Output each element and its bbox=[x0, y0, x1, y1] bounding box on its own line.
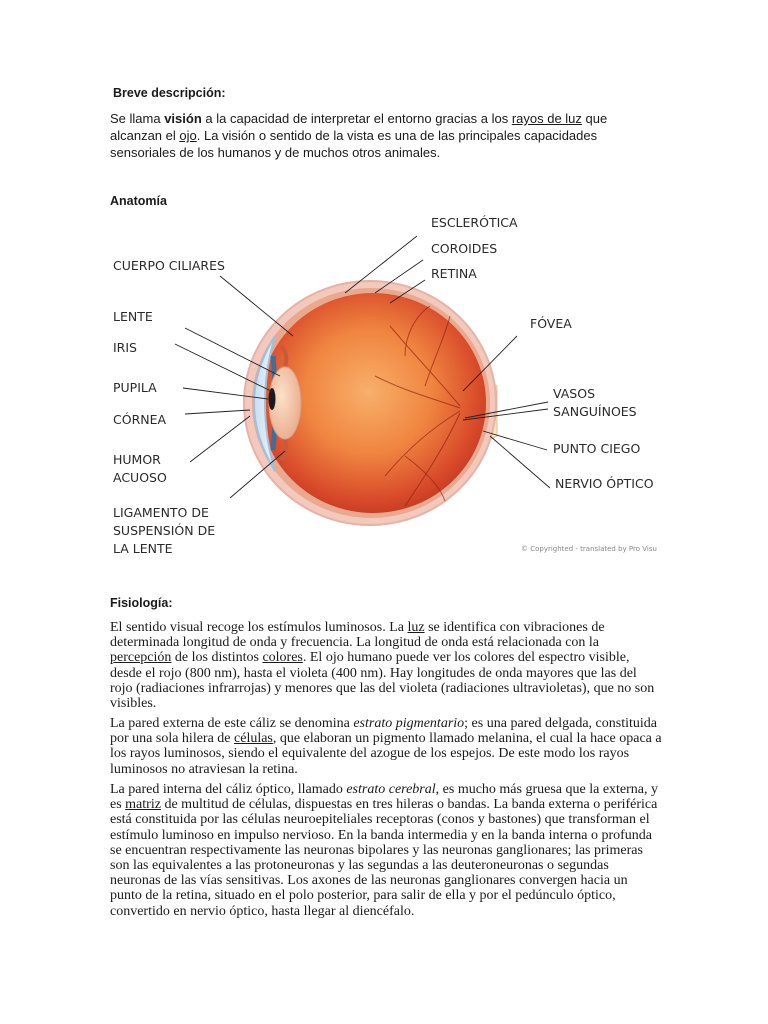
physiology-paragraph-3 bbox=[110, 782, 662, 919]
eye-anatomy-diagram bbox=[105, 206, 675, 562]
label-sanguinoes: SANGUÍNOES bbox=[553, 404, 637, 419]
label-vasos: VASOS bbox=[553, 386, 596, 401]
label-pupila: PUPILA bbox=[113, 380, 157, 395]
label-la-lente: LA LENTE bbox=[113, 541, 173, 556]
label-humor: HUMOR bbox=[113, 452, 161, 467]
link-luz[interactable]: luz bbox=[407, 620, 425, 635]
text-run: , que elaboran un pigmento llamado melanina, el cual la hace opaca a los rayos luminosos, siendo el equivalente del azogue de los espejos. De este modo los rayos luminosos no atraviesan la retina. bbox=[110, 731, 662, 777]
physiology-paragraph-1 bbox=[110, 620, 662, 711]
link-ojo[interactable]: ojo bbox=[179, 128, 197, 143]
text-run: . El ojo humano puede ver los colores del espectro visible, desde el rojo (800 nm), hasta el violeta (400 nm). Hay longitudes de onda mayores que las del rojo (radiaciones infrarrojas) y menores que las del violeta (radiaciones ultravioletas), que no son visibles. bbox=[110, 650, 655, 712]
text-run: Se llama bbox=[110, 111, 165, 126]
label-iris: IRIS bbox=[113, 340, 137, 355]
text-run: se identifica con vibraciones de determinada longitud de onda y frecuencia. La longitud de onda está relacionada con la bbox=[110, 620, 605, 651]
label-fovea: FÓVEA bbox=[530, 316, 572, 331]
link-rayos-de-luz[interactable]: rayos de luz bbox=[511, 111, 582, 126]
text-run: ; es una pared delgada, constituida por una sola hilera de bbox=[110, 716, 657, 747]
label-retina: RETINA bbox=[431, 266, 477, 281]
link-colores[interactable]: colores bbox=[262, 650, 303, 666]
label-lente: LENTE bbox=[113, 309, 153, 324]
label-coroides: COROIDES bbox=[431, 241, 498, 256]
label-ligamento: LIGAMENTO DE bbox=[113, 505, 209, 520]
label-punto-ciego: PUNTO CIEGO bbox=[553, 441, 641, 456]
label-acuoso: ACUOSO bbox=[113, 470, 167, 485]
physiology-paragraph-2 bbox=[110, 716, 662, 777]
text-run: a la capacidad de interpretar el entorno gracias a los bbox=[201, 111, 512, 126]
label-esclerotica: ESCLERÓTICA bbox=[431, 215, 518, 230]
text-run: La pared interna del cáliz óptico, llamado bbox=[110, 782, 347, 797]
label-suspension: SUSPENSIÓN DE bbox=[113, 523, 216, 538]
heading-anatomia: Anatomía bbox=[110, 194, 167, 208]
italic-term: estrato cerebral bbox=[346, 782, 436, 797]
heading-breve-descripcion: Breve descripción: bbox=[113, 86, 226, 100]
copyright-note: © Copyrighted - translated by Pro Visu bbox=[521, 545, 657, 553]
text-run: de multitud de células, dispuestas en tres hileras o bandas. La banda externa o periférica está constituida por las células neuroepiteliales receptoras (conos y bastones) que transforman el estímulo luminoso en impulso nervioso. En la banda intermedia y en la banda interna o profunda se encuentran respectivamente las neuronas bipolares y las neuronas ganglionares; las primeras son las equivalentes a las protoneuronas y las segundas a las deuteroneuronas o segundas neuronas de las vías sensitivas. Los axones de las neuronas ganglionares convergen hacia un punto de la retina, situado en el polo posterior, para salir de ella y por el pedúnculo óptico, convertido en nervio óptico, hasta llegar al diencéfalo. bbox=[110, 797, 658, 919]
text-run: de los distintos bbox=[171, 650, 263, 666]
link-celulas[interactable]: células bbox=[234, 731, 273, 747]
text-run: El sentido visual recoge los estímulos luminosos. La bbox=[110, 620, 408, 635]
link-percepcion[interactable]: percepción bbox=[110, 650, 172, 666]
text-run: que alcanzan el bbox=[110, 111, 608, 143]
text-run: , es mucho más gruesa que la externa, y es bbox=[110, 782, 659, 813]
label-cornea: CÓRNEA bbox=[113, 412, 167, 427]
intro-paragraph bbox=[110, 110, 650, 161]
label-nervio-optico: NERVIO ÓPTICO bbox=[555, 476, 654, 491]
label-cuerpo-ciliares: CUERPO CILIARES bbox=[113, 258, 225, 273]
italic-term: estrato pigmentario bbox=[353, 716, 465, 731]
text-run: . La visión o sentido de la vista es una de las principales capacidades sensoriales de los humanos y de muchos otros animales. bbox=[110, 128, 598, 160]
heading-fisiologia: Fisiología: bbox=[110, 596, 173, 610]
text-run: La pared externa de este cáliz se denomina bbox=[110, 716, 354, 731]
bold-term-vision: visión bbox=[164, 111, 202, 126]
link-matriz[interactable]: matriz bbox=[125, 797, 161, 813]
